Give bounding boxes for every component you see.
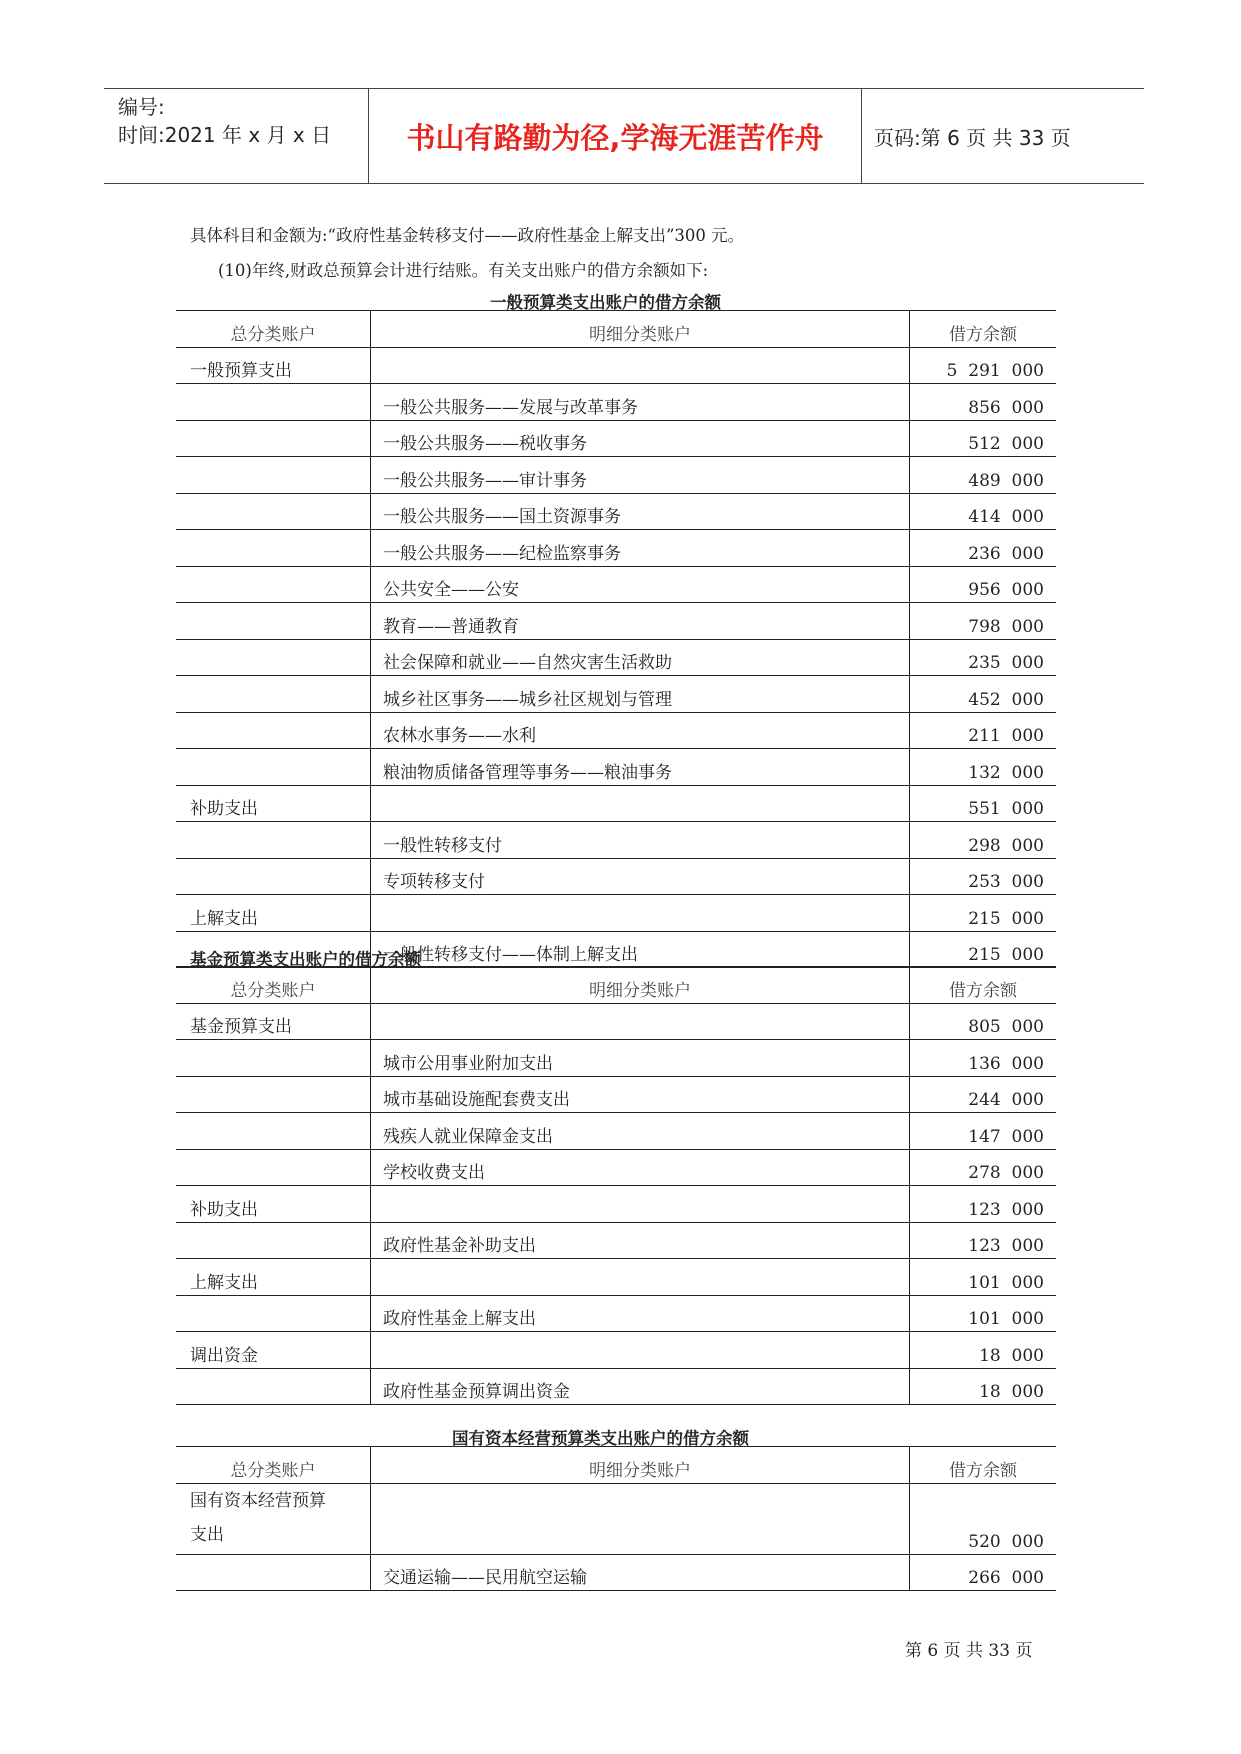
detail-account-cell bbox=[371, 895, 910, 932]
general-account-cell: 上解支出 bbox=[176, 895, 371, 932]
detail-account-cell: 一般性转移支付——体制上解支出 bbox=[371, 931, 910, 968]
table-row bbox=[176, 822, 1056, 859]
table-row bbox=[176, 1259, 1056, 1296]
page-footer: 第 6 页 共 33 页 bbox=[905, 1641, 1033, 1661]
debit-balance-cell: 101 000 bbox=[910, 1259, 1057, 1296]
general-account-cell bbox=[176, 384, 371, 421]
detail-account-cell bbox=[371, 1186, 910, 1223]
debit-balance-cell: 856 000 bbox=[910, 384, 1057, 421]
table-row bbox=[176, 785, 1056, 822]
detail-account-cell: 政府性基金补助支出 bbox=[371, 1222, 910, 1259]
serial-label: 编号: bbox=[118, 95, 165, 119]
general-account-cell bbox=[176, 639, 371, 676]
detail-account-cell bbox=[371, 785, 910, 822]
col-header-detail-account: 明细分类账户 bbox=[371, 1447, 910, 1484]
detail-account-cell: 一般公共服务——审计事务 bbox=[371, 457, 910, 494]
table-row bbox=[176, 493, 1056, 530]
general-account-cell bbox=[176, 1554, 371, 1591]
col-header-general-account: 总分类账户 bbox=[176, 311, 371, 348]
debit-balance-cell: 278 000 bbox=[910, 1149, 1057, 1186]
detail-account-cell: 城乡社区事务——城乡社区规划与管理 bbox=[371, 676, 910, 713]
table-row bbox=[176, 1483, 1056, 1554]
col-header-detail-account: 明细分类账户 bbox=[371, 967, 910, 1004]
table-row bbox=[176, 639, 1056, 676]
general-account-cell bbox=[176, 1149, 371, 1186]
table-header-row bbox=[176, 311, 1056, 348]
debit-balance-cell: 136 000 bbox=[910, 1040, 1057, 1077]
detail-account-cell: 政府性基金预算调出资金 bbox=[371, 1368, 910, 1405]
detail-account-cell: 残疾人就业保障金支出 bbox=[371, 1113, 910, 1150]
table3-title: 国有资本经营预算类支出账户的借方余额 bbox=[452, 1429, 749, 1448]
detail-account-cell: 城市基础设施配套费支出 bbox=[371, 1076, 910, 1113]
general-account-cell bbox=[176, 1295, 371, 1332]
detail-account-cell: 公共安全——公安 bbox=[371, 566, 910, 603]
debit-balance-cell: 452 000 bbox=[910, 676, 1057, 713]
page-number-label: 页码:第 6 页 共 33 页 bbox=[874, 125, 1071, 150]
debit-balance-cell: 266 000 bbox=[910, 1554, 1057, 1591]
table-row bbox=[176, 1076, 1056, 1113]
detail-account-cell: 一般公共服务——发展与改革事务 bbox=[371, 384, 910, 421]
debit-balance-cell: 236 000 bbox=[910, 530, 1057, 567]
col-header-detail-account: 明细分类账户 bbox=[371, 311, 910, 348]
debit-balance-cell: 805 000 bbox=[910, 1003, 1057, 1040]
debit-balance-cell: 123 000 bbox=[910, 1186, 1057, 1223]
table-row bbox=[176, 384, 1056, 421]
col-header-debit-balance: 借方余额 bbox=[910, 1447, 1057, 1484]
debit-balance-cell: 551 000 bbox=[910, 785, 1057, 822]
general-account-cell bbox=[176, 1483, 371, 1554]
detail-account-cell bbox=[371, 1259, 910, 1296]
debit-balance-cell: 489 000 bbox=[910, 457, 1057, 494]
state-capital-table bbox=[176, 1446, 1056, 1591]
table-row bbox=[176, 603, 1056, 640]
fund-budget-table bbox=[176, 966, 1056, 1405]
debit-balance-cell: 18 000 bbox=[910, 1368, 1057, 1405]
col-header-debit-balance: 借方余额 bbox=[910, 967, 1057, 1004]
debit-balance-cell: 123 000 bbox=[910, 1222, 1057, 1259]
general-account-cell: 基金预算支出 bbox=[176, 1003, 371, 1040]
general-account-cell: 调出资金 bbox=[176, 1332, 371, 1369]
table-row bbox=[176, 1149, 1056, 1186]
table-row bbox=[176, 1368, 1056, 1405]
general-account-cell: 补助支出 bbox=[176, 785, 371, 822]
table-header-row bbox=[176, 967, 1056, 1004]
general-account-cell bbox=[176, 566, 371, 603]
debit-balance-cell: 414 000 bbox=[910, 493, 1057, 530]
header-left bbox=[118, 93, 331, 149]
detail-account-cell: 一般公共服务——税收事务 bbox=[371, 420, 910, 457]
general-account-cell bbox=[176, 676, 371, 713]
intro-line-2: (10)年终,财政总预算会计进行结账。有关支出账户的借方余额如下: bbox=[218, 261, 709, 280]
table-row bbox=[176, 1040, 1056, 1077]
debit-balance-cell: 244 000 bbox=[910, 1076, 1057, 1113]
debit-balance-cell: 147 000 bbox=[910, 1113, 1057, 1150]
table-row bbox=[176, 1332, 1056, 1369]
general-account-cell bbox=[176, 822, 371, 859]
general-account-cell bbox=[176, 530, 371, 567]
general-account-cell bbox=[176, 603, 371, 640]
detail-account-cell: 政府性基金上解支出 bbox=[371, 1295, 910, 1332]
table-row bbox=[176, 566, 1056, 603]
table-row bbox=[176, 347, 1056, 384]
table-row bbox=[176, 712, 1056, 749]
table2-title: 基金预算类支出账户的借方余额 bbox=[190, 950, 421, 969]
detail-account-cell bbox=[371, 1483, 910, 1554]
table-row bbox=[176, 1295, 1056, 1332]
general-budget-table bbox=[176, 310, 1056, 968]
page-header bbox=[104, 88, 1144, 184]
detail-account-cell: 教育——普通教育 bbox=[371, 603, 910, 640]
debit-balance-cell: 5 291 000 bbox=[910, 347, 1057, 384]
detail-account-cell: 一般公共服务——国土资源事务 bbox=[371, 493, 910, 530]
detail-account-cell bbox=[371, 1003, 910, 1040]
time-label: 时间:2021 年 x 月 x 日 bbox=[118, 123, 332, 147]
debit-balance-cell: 101 000 bbox=[910, 1295, 1057, 1332]
table-row bbox=[176, 676, 1056, 713]
table-row bbox=[176, 530, 1056, 567]
general-account-cell: 上解支出 bbox=[176, 1259, 371, 1296]
debit-balance-cell: 132 000 bbox=[910, 749, 1057, 786]
table-row bbox=[176, 1186, 1056, 1223]
detail-account-cell: 农林水事务——水利 bbox=[371, 712, 910, 749]
debit-balance-cell: 298 000 bbox=[910, 822, 1057, 859]
detail-account-cell: 一般性转移支付 bbox=[371, 822, 910, 859]
detail-account-cell: 一般公共服务——纪检监察事务 bbox=[371, 530, 910, 567]
general-account-cell bbox=[176, 420, 371, 457]
general-account-cell bbox=[176, 749, 371, 786]
detail-account-cell: 城市公用事业附加支出 bbox=[371, 1040, 910, 1077]
table-header-row bbox=[176, 1447, 1056, 1484]
detail-account-cell: 交通运输——民用航空运输 bbox=[371, 1554, 910, 1591]
table-row bbox=[176, 858, 1056, 895]
detail-account-cell: 学校收费支出 bbox=[371, 1149, 910, 1186]
general-account-cell bbox=[176, 712, 371, 749]
debit-balance-cell: 956 000 bbox=[910, 566, 1057, 603]
table-row bbox=[176, 1554, 1056, 1591]
debit-balance-cell: 512 000 bbox=[910, 420, 1057, 457]
general-account-cell bbox=[176, 1040, 371, 1077]
col-header-general-account: 总分类账户 bbox=[176, 967, 371, 1004]
debit-balance-cell: 215 000 bbox=[910, 895, 1057, 932]
general-account-cell: 补助支出 bbox=[176, 1186, 371, 1223]
col-header-debit-balance: 借方余额 bbox=[910, 311, 1057, 348]
table-row bbox=[176, 1113, 1056, 1150]
debit-balance-cell: 520 000 bbox=[910, 1483, 1057, 1554]
general-account-cell bbox=[176, 1076, 371, 1113]
intro-line-1: 具体科目和金额为:“政府性基金转移支付——政府性基金上解支出”300 元。 bbox=[190, 226, 745, 245]
general-account-cell bbox=[176, 1368, 371, 1405]
table-row bbox=[176, 457, 1056, 494]
detail-account-cell bbox=[371, 1332, 910, 1369]
general-account-cell bbox=[176, 858, 371, 895]
motto: 书山有路勤为径,学海无涯苦作舟 bbox=[368, 89, 862, 183]
general-account-line-1: 国有资本经营预算 bbox=[190, 1490, 326, 1511]
debit-balance-cell: 253 000 bbox=[910, 858, 1057, 895]
table-row bbox=[176, 1003, 1056, 1040]
general-account-cell bbox=[176, 493, 371, 530]
debit-balance-cell: 18 000 bbox=[910, 1332, 1057, 1369]
debit-balance-cell: 211 000 bbox=[910, 712, 1057, 749]
detail-account-cell: 社会保障和就业——自然灾害生活救助 bbox=[371, 639, 910, 676]
detail-account-cell: 粮油物质储备管理等事务——粮油事务 bbox=[371, 749, 910, 786]
detail-account-cell bbox=[371, 347, 910, 384]
table-row bbox=[176, 749, 1056, 786]
table-row bbox=[176, 895, 1056, 932]
detail-account-cell: 专项转移支付 bbox=[371, 858, 910, 895]
debit-balance-cell: 235 000 bbox=[910, 639, 1057, 676]
debit-balance-cell: 215 000 bbox=[910, 931, 1057, 968]
debit-balance-cell: 798 000 bbox=[910, 603, 1057, 640]
table-row bbox=[176, 420, 1056, 457]
general-account-cell: 一般预算支出 bbox=[176, 347, 371, 384]
general-account-cell bbox=[176, 457, 371, 494]
table-row bbox=[176, 1222, 1056, 1259]
general-account-cell bbox=[176, 1222, 371, 1259]
general-account-cell bbox=[176, 1113, 371, 1150]
table1-title: 一般预算类支出账户的借方余额 bbox=[490, 293, 721, 312]
col-header-general-account: 总分类账户 bbox=[176, 1447, 371, 1484]
general-account-line-2: 支出 bbox=[190, 1524, 224, 1545]
